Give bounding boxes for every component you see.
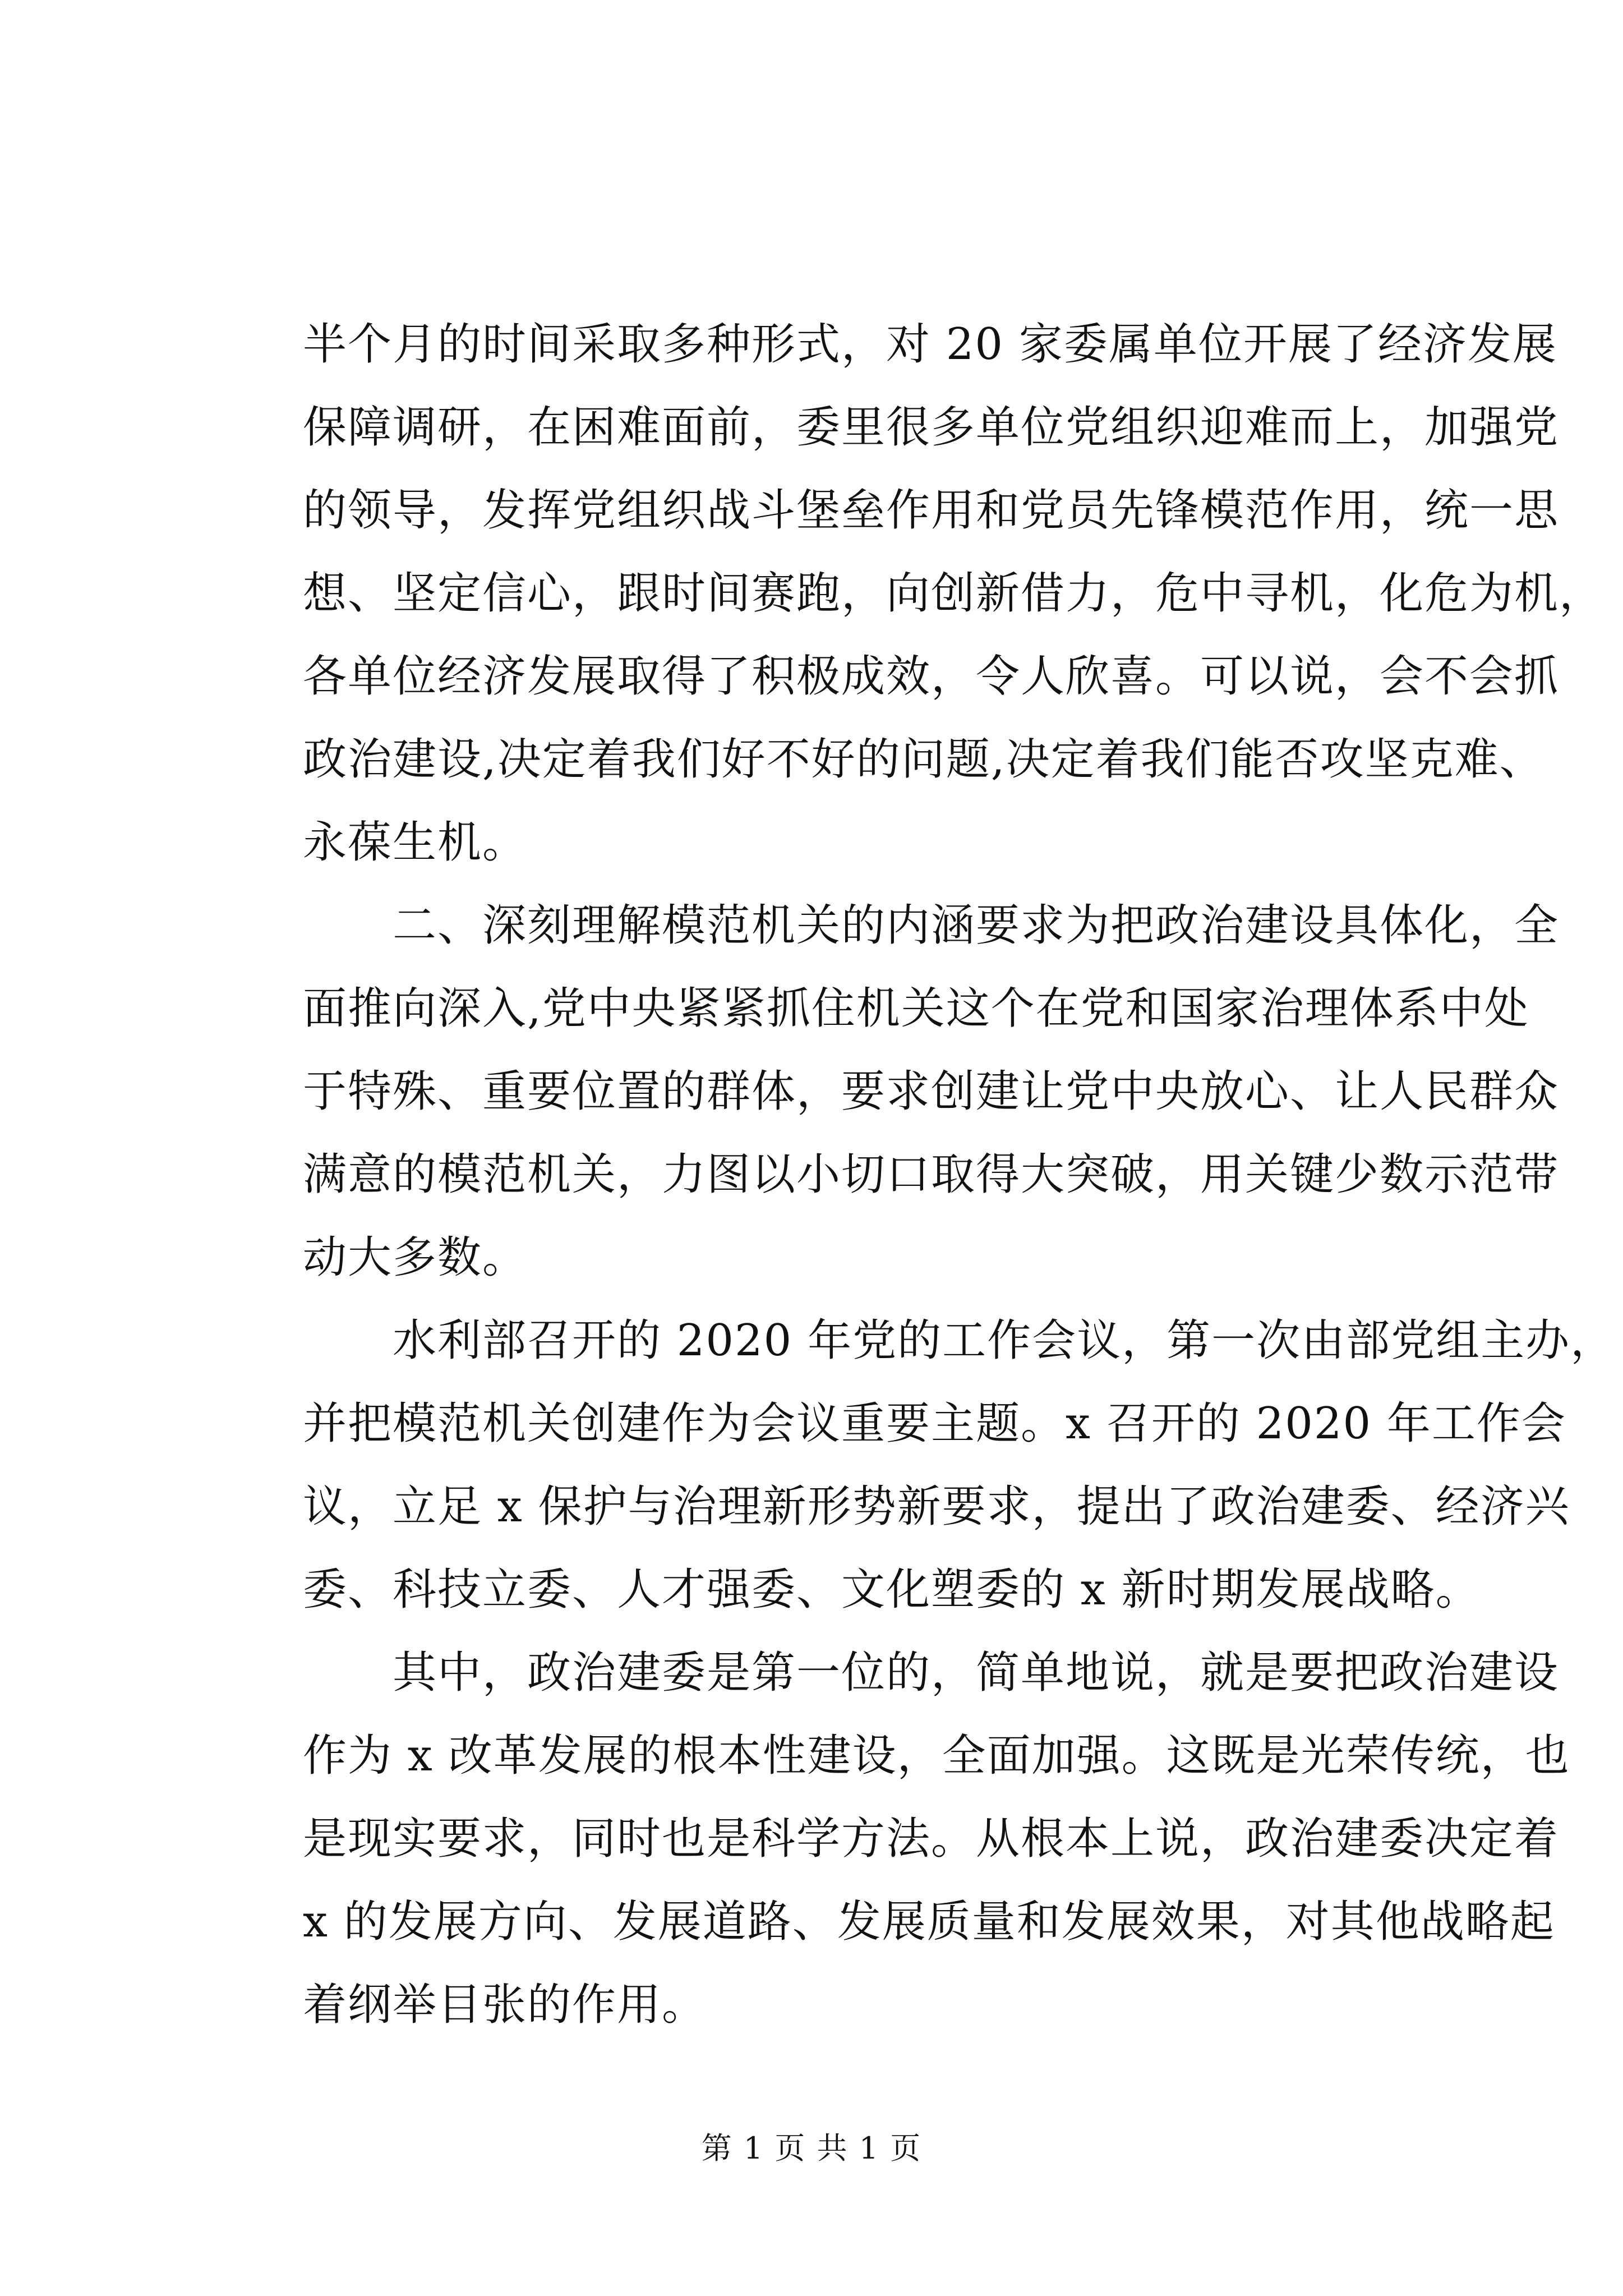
text-line: 政治建设,决定着我们好不好的问题,决定着我们能否攻坚克难、: [303, 734, 1544, 785]
paragraph-1: [303, 303, 1604, 884]
text-line: 的领导，发挥党组织战斗堡垒作用和党员先锋模范作用，统一思: [303, 485, 1560, 536]
text-line: 是现实要求，同时也是科学方法。从根本上说，政治建委决定着: [303, 1814, 1560, 1864]
text-line: 各单位经济发展取得了积极成效，令人欣喜。可以说，会不会抓: [303, 651, 1560, 702]
text-line: 作为 x 改革发展的根本性建设，全面加强。这既是光荣传统，也: [303, 1731, 1570, 1781]
text-line: 半个月的时间采取多种形式，对 20 家委属单位开展了经济发展: [303, 319, 1557, 370]
text-line: 面推向深入,党中央紧紧抓住机关这个在党和国家治理体系中处: [303, 983, 1529, 1034]
text-line: 想、坚定信心，跟时间赛跑，向创新借力，危中寻机，化危为机，: [303, 568, 1604, 619]
text-line: 保障调研，在困难面前，委里很多单位党组织迎难而上，加强党: [303, 402, 1560, 453]
text-line: 动大多数。: [303, 1232, 528, 1283]
text-line: 其中，政治建委是第一位的，简单地说，就是要把政治建设: [393, 1648, 1560, 1698]
paragraph-2: [303, 884, 1560, 1299]
text-line: 二、深刻理解模范机关的内涵要求为把政治建设具体化，全: [393, 900, 1560, 951]
text-line: 永葆生机。: [303, 817, 528, 868]
page-number-footer: 第 1 页 共 1 页: [701, 2131, 922, 2166]
text-line: 满意的模范机关，力图以小切口取得大突破，用关键少数示范带: [303, 1149, 1560, 1200]
text-line: 委、科技立委、人才强委、文化塑委的 x 新时期发展战略。: [303, 1565, 1481, 1615]
text-line: 于特殊、重要位置的群体，要求创建让党中央放心、让人民群众: [303, 1066, 1560, 1117]
text-line: x 的发展方向、发展道路、发展质量和发展效果，对其他战略起: [303, 1897, 1555, 1947]
document-body: [303, 303, 1616, 2046]
text-line: 着纲举目张的作用。: [303, 1980, 707, 2030]
text-line: 并把模范机关创建作为会议重要主题。x 召开的 2020 年工作会: [303, 1398, 1566, 1449]
text-line: 议，立足 x 保护与治理新形势新要求，提出了政治建委、经济兴: [303, 1481, 1570, 1532]
paragraph-4: [303, 1631, 1570, 2046]
text-line: 水利部召开的 2020 年党的工作会议，第一次由部党组主办，: [393, 1315, 1616, 1366]
paragraph-3: [303, 1299, 1616, 1631]
